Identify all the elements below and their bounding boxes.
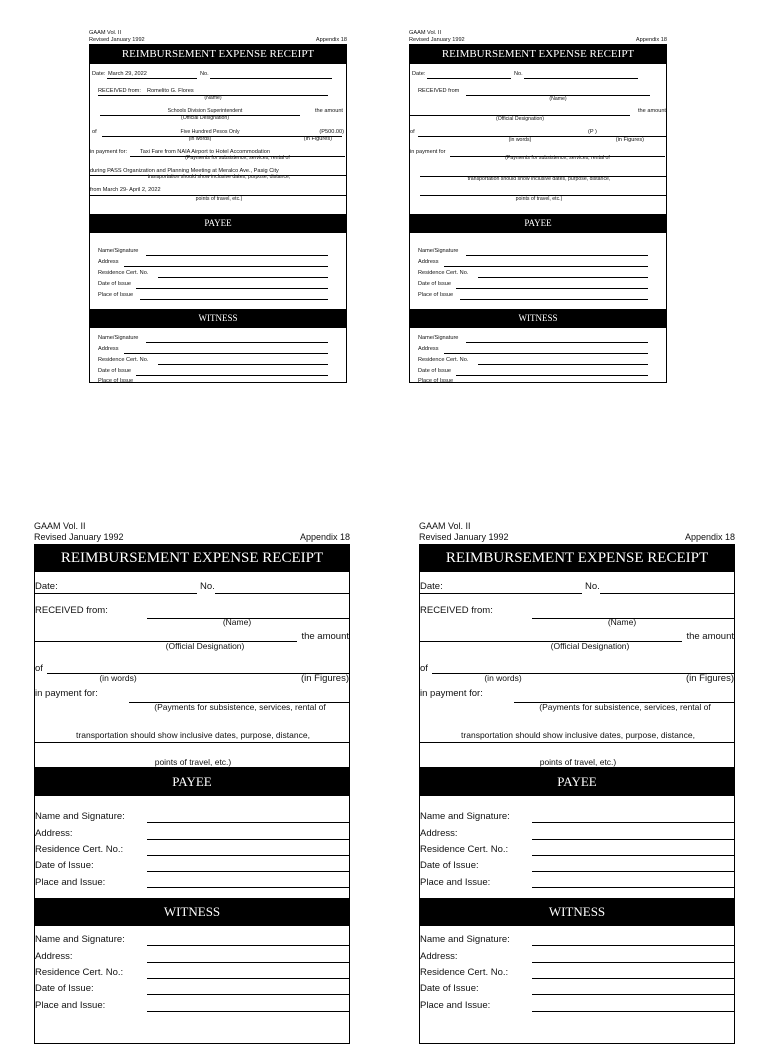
header-revised: Revised January 1992	[419, 532, 509, 542]
the-amount-label: the amount	[686, 631, 734, 642]
date-line	[107, 78, 197, 79]
payment-caption-3: points of travel, etc.)	[195, 196, 243, 202]
payee-field-address: Address	[98, 259, 119, 265]
witness-line-residence[interactable]	[478, 364, 648, 365]
form-title: REIMBURSEMENT EXPENSE RECEIPT	[90, 45, 346, 64]
name-caption: (Name)	[607, 617, 637, 627]
payee-line-place[interactable]	[140, 299, 328, 300]
payee-field-date: Date of Issue	[418, 281, 451, 287]
of-label: of	[410, 129, 415, 135]
header-volume: GAAM Vol. II	[419, 521, 471, 531]
payee-line-residence[interactable]	[478, 277, 648, 278]
payee-field-residence: Residence Cert. No.	[418, 270, 469, 276]
designation-caption: (Official Designation)	[165, 641, 245, 651]
payee-heading: PAYEE	[410, 214, 666, 233]
payee-line-date[interactable]	[147, 871, 350, 872]
receipt-box	[409, 44, 667, 383]
name-caption: (Name)	[222, 617, 252, 627]
payee-heading: PAYEE	[420, 767, 734, 796]
name-caption: (Name)	[549, 96, 567, 102]
received-from-label: RECEIVED from	[418, 88, 460, 94]
payment-caption-2: transportation should show inclusive dates, purpose, distance,	[76, 730, 310, 740]
payee-line-address[interactable]	[444, 266, 648, 267]
in-words-caption: (in words)	[508, 137, 532, 143]
witness-field-place: Place of Issue	[98, 378, 134, 383]
in-figures-caption: (in Figures)	[300, 673, 349, 684]
witness-field-place: Place and Issue:	[35, 1000, 106, 1011]
receipt-box	[419, 544, 735, 1044]
payee-line-name[interactable]	[147, 822, 350, 823]
date-label: Date:	[92, 71, 106, 77]
payment-caption-1: (Payments for subsistence, services, rental of	[539, 702, 711, 712]
header-appendix: Appendix 18	[299, 532, 350, 542]
payee-field-residence: Residence Cert. No.:	[35, 844, 124, 855]
payee-line-residence[interactable]	[147, 855, 350, 856]
payee-field-name: Name and Signature:	[420, 811, 510, 822]
receipt-box	[34, 544, 350, 1044]
no-label: No.	[585, 581, 600, 592]
witness-line-address[interactable]	[444, 353, 648, 354]
witness-field-address: Address:	[35, 951, 73, 962]
date-line[interactable]	[427, 78, 511, 79]
witness-line-residence[interactable]	[147, 978, 350, 979]
payee-line-name[interactable]	[532, 822, 735, 823]
no-line[interactable]	[524, 78, 638, 79]
witness-line-date[interactable]	[147, 994, 350, 995]
received-from-value[interactable]: Romelito G. Flores	[147, 88, 194, 94]
in-payment-for-label: in payment for	[410, 149, 446, 155]
date-line[interactable]	[35, 593, 197, 594]
witness-line-date[interactable]	[456, 375, 648, 376]
payee-line-date[interactable]	[532, 871, 735, 872]
payment-caption-1: (Payments for subsistence, services, rental of	[185, 155, 290, 161]
header-revised: Revised January 1992	[409, 37, 465, 43]
form-title: REIMBURSEMENT EXPENSE RECEIPT	[420, 545, 734, 572]
payee-line-place[interactable]	[147, 887, 350, 888]
payment-line-2[interactable]	[35, 742, 350, 743]
witness-field-name: Name/Signature	[418, 335, 459, 341]
receipt-box	[89, 44, 347, 383]
form-title: REIMBURSEMENT EXPENSE RECEIPT	[410, 45, 666, 64]
date-label: Date:	[35, 581, 58, 592]
no-line[interactable]	[600, 593, 735, 594]
payee-heading: PAYEE	[35, 767, 349, 796]
witness-line-place[interactable]	[532, 1011, 735, 1012]
payee-field-residence: Residence Cert. No.	[98, 270, 149, 276]
witness-heading: WITNESS	[90, 309, 346, 328]
of-label: of	[92, 129, 97, 135]
witness-line-place[interactable]	[147, 1011, 350, 1012]
witness-line-residence[interactable]	[532, 978, 735, 979]
designation-value[interactable]: Schools Division Superintendent	[167, 108, 243, 114]
in-payment-for-label: in payment for:	[90, 149, 127, 155]
witness-line-address[interactable]	[147, 962, 350, 963]
witness-line-name[interactable]	[466, 342, 648, 343]
payment-caption-3: points of travel, etc.)	[539, 757, 617, 767]
witness-line-address[interactable]	[124, 353, 328, 354]
payment-caption-1: (Payments for subsistence, services, rental of	[154, 702, 326, 712]
payee-line-place[interactable]	[460, 299, 648, 300]
header-volume: GAAM Vol. II	[89, 30, 122, 36]
no-line[interactable]	[215, 593, 350, 594]
in-figures-caption: (in Figures)	[615, 137, 644, 143]
payee-line-residence[interactable]	[532, 855, 735, 856]
payee-field-place: Place and Issue:	[35, 877, 106, 888]
witness-line-name[interactable]	[146, 342, 328, 343]
payment-caption-3: points of travel, etc.)	[154, 757, 232, 767]
header-revised: Revised January 1992	[89, 37, 145, 43]
witness-field-place: Place of Issue	[418, 378, 454, 383]
header-appendix: Appendix 18	[635, 37, 667, 43]
date-value[interactable]: March 29, 2022	[108, 71, 147, 77]
witness-line-residence[interactable]	[158, 364, 328, 365]
witness-line-name[interactable]	[147, 945, 350, 946]
in-payment-for-label: in payment for:	[35, 688, 98, 699]
witness-field-date: Date of Issue	[98, 368, 131, 374]
payee-line-name[interactable]	[466, 255, 648, 256]
payee-field-address: Address:	[35, 828, 73, 839]
payee-line-date[interactable]	[456, 288, 648, 289]
witness-field-address: Address	[98, 346, 119, 352]
payee-line-name[interactable]	[146, 255, 328, 256]
payee-field-place: Place of Issue	[98, 292, 134, 298]
payee-line-residence[interactable]	[158, 277, 328, 278]
header-appendix: Appendix 18	[315, 37, 347, 43]
header-appendix: Appendix 18	[684, 532, 735, 542]
the-amount-label: the amount	[301, 631, 349, 642]
of-label: of	[420, 663, 428, 674]
witness-field-place: Place and Issue:	[420, 1000, 491, 1011]
witness-line-date[interactable]	[532, 994, 735, 995]
date-label: Date:	[412, 71, 426, 77]
received-from-label: RECEIVED from:	[420, 605, 493, 616]
header-volume: GAAM Vol. II	[409, 30, 442, 36]
payment-value[interactable]: Taxi Fare from NAIA Airport to Hotel Accommodation	[140, 149, 270, 155]
payee-field-name: Name/Signature	[98, 248, 139, 254]
payee-field-address: Address:	[420, 828, 458, 839]
of-label: of	[35, 663, 43, 674]
no-label: No.	[200, 581, 215, 592]
payment-value-2[interactable]: during PASS Organization and Planning Meeting at Meralco Ave., Pasig City	[90, 168, 279, 174]
witness-line-date[interactable]	[136, 375, 328, 376]
designation-caption: (Official Designation)	[180, 115, 230, 121]
date-label: Date:	[420, 581, 443, 592]
name-caption: (Name)	[204, 95, 222, 101]
designation-caption: (Official Designation)	[550, 641, 630, 651]
payment-value-3[interactable]: from March 29- April 2, 2022	[90, 187, 161, 193]
witness-field-name: Name and Signature:	[35, 934, 125, 945]
payment-line-2[interactable]	[420, 742, 735, 743]
payment-caption-2: transportation should show inclusive dates, purpose, distance,	[461, 730, 695, 740]
payee-field-place: Place and Issue:	[420, 877, 491, 888]
witness-line-address[interactable]	[532, 962, 735, 963]
witness-field-residence: Residence Cert. No.	[418, 357, 469, 363]
witness-line-name[interactable]	[532, 945, 735, 946]
witness-field-address: Address	[418, 346, 439, 352]
payee-field-place: Place of Issue	[418, 292, 454, 298]
payment-caption-2: transportation should show inclusive dates, purpose, distance,	[467, 176, 611, 182]
witness-field-residence: Residence Cert. No.:	[420, 967, 509, 978]
payee-field-date: Date of Issue	[98, 281, 131, 287]
payee-field-name: Name and Signature:	[35, 811, 125, 822]
in-words-caption: (in words)	[99, 673, 137, 683]
witness-heading: WITNESS	[35, 898, 349, 926]
form-title: REIMBURSEMENT EXPENSE RECEIPT	[35, 545, 349, 572]
payee-line-date[interactable]	[136, 288, 328, 289]
payee-heading: PAYEE	[90, 214, 346, 233]
payee-field-date: Date of Issue:	[420, 860, 479, 871]
witness-field-address: Address:	[420, 951, 458, 962]
in-payment-for-label: in payment for:	[420, 688, 483, 699]
payee-line-place[interactable]	[532, 887, 735, 888]
witness-field-date: Date of Issue:	[35, 983, 94, 994]
in-words-caption: (in words)	[484, 673, 522, 683]
in-figures-caption: (in Figures)	[685, 673, 734, 684]
payment-caption-2: transportation should show inclusive dates, purpose, distance,	[147, 174, 291, 180]
received-from-label: RECEIVED from:	[98, 88, 141, 94]
payee-field-residence: Residence Cert. No.:	[420, 844, 509, 855]
amount-figures-value[interactable]: (P500.00)	[319, 129, 344, 135]
received-from-label: RECEIVED from:	[35, 605, 108, 616]
payee-line-address[interactable]	[124, 266, 328, 267]
witness-field-date: Date of Issue:	[420, 983, 479, 994]
payee-field-date: Date of Issue:	[35, 860, 94, 871]
amount-words-value[interactable]: Five Hundred Pesos Only	[180, 129, 240, 135]
witness-field-name: Name/Signature	[98, 335, 139, 341]
header-revised: Revised January 1992	[34, 532, 124, 542]
no-label: No.	[514, 71, 523, 77]
witness-heading: WITNESS	[410, 309, 666, 328]
payment-caption-3: points of travel, etc.)	[515, 196, 563, 202]
no-label: No.	[200, 71, 209, 77]
date-line[interactable]	[420, 593, 582, 594]
witness-field-residence: Residence Cert. No.	[98, 357, 149, 363]
amount-figures-value[interactable]: (P )	[588, 129, 597, 135]
payment-caption-1: (Payments for subsistence, services, rental of	[505, 155, 610, 161]
in-figures-caption: (in Figures)	[303, 136, 332, 142]
the-amount-label: the amount	[638, 108, 666, 114]
witness-field-date: Date of Issue	[418, 368, 451, 374]
payee-field-name: Name/Signature	[418, 248, 459, 254]
designation-caption: (Official Designation)	[495, 116, 545, 122]
the-amount-label: the amount	[315, 108, 343, 114]
payee-line-address[interactable]	[532, 839, 735, 840]
witness-field-residence: Residence Cert. No.:	[35, 967, 124, 978]
header-volume: GAAM Vol. II	[34, 521, 86, 531]
in-words-caption: (in words)	[188, 136, 212, 142]
witness-heading: WITNESS	[420, 898, 734, 926]
witness-field-name: Name and Signature:	[420, 934, 510, 945]
no-line[interactable]	[210, 78, 332, 79]
payee-field-address: Address	[418, 259, 439, 265]
payee-line-address[interactable]	[147, 839, 350, 840]
